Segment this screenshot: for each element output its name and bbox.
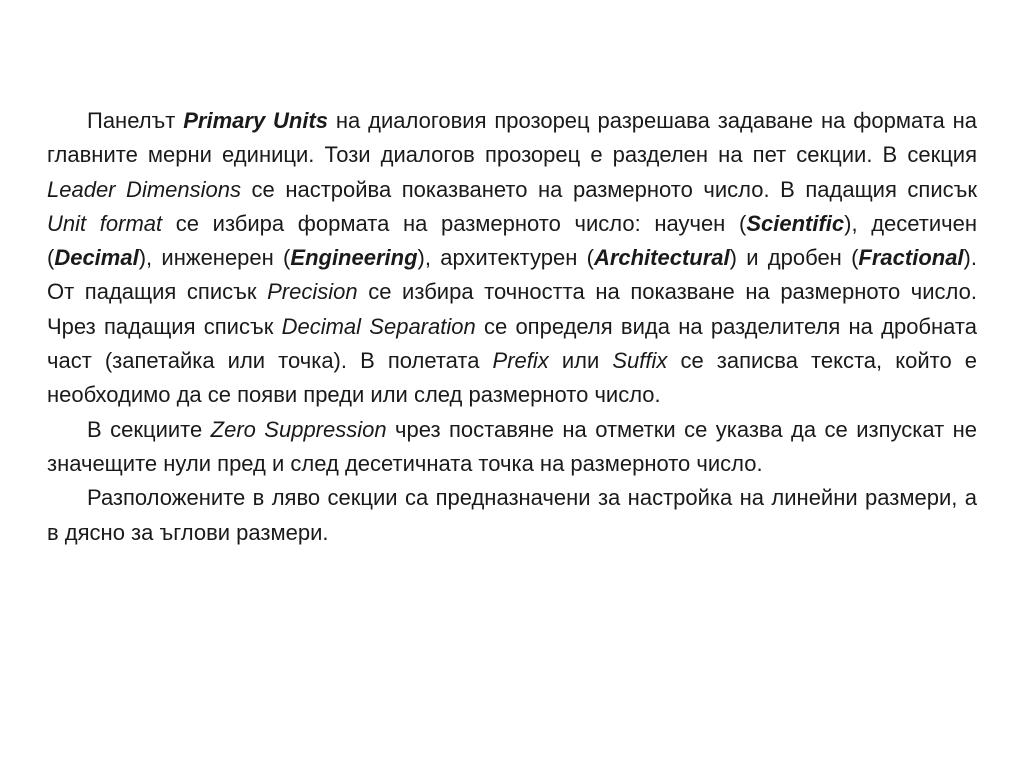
text-run: се настройва показването на размерното число. В падащия списък	[240, 176, 977, 202]
paragraph-primary-units	[47, 104, 977, 413]
term-suffix: Suffix	[612, 348, 668, 374]
term-zero-suppression: Zero Suppression	[210, 416, 387, 442]
term-architectural: Architectural	[593, 245, 730, 271]
paragraph-layout-sections	[47, 481, 977, 550]
text-run: Панелът	[87, 108, 184, 133]
text-run: Разположените в ляво секции са предназначени за настройка на линейни размери, а в дясно за ъглови размери.	[47, 485, 977, 545]
term-precision: Precision	[267, 279, 358, 305]
text-run: ). От падащия списък	[47, 245, 977, 305]
text-run: ), десетичен (	[47, 210, 978, 271]
text-run: ), архитектурен (	[417, 245, 594, 271]
term-decimal: Decimal	[54, 245, 139, 271]
term-prefix: Prefix	[492, 348, 549, 374]
text-run: ), инженерен (	[138, 245, 291, 271]
paragraph-zero-suppression	[47, 413, 977, 482]
term-decimal-separation: Decimal Separation	[281, 313, 476, 339]
text-run: се записва текста, който е необходимо да се появи преди или след размерното число.	[47, 348, 977, 408]
text-run: ) и дробен (	[729, 245, 859, 271]
text-run: на диалоговия прозорец разрешава задаване на формата на главните мерни единици. Този диалогов прозорец е разделен на пет секции. В секция	[47, 108, 978, 168]
term-unit-format: Unit format	[47, 210, 163, 236]
text-run: В секциите	[87, 416, 211, 442]
text-run: чрез поставяне на отметки се указва да се изпускат не значещите нули пред и след десетичната точка на размерното число.	[47, 416, 977, 476]
term-leader-dimensions: Leader Dimensions	[47, 176, 241, 202]
term-fractional: Fractional	[858, 245, 964, 271]
term-primary-units: Primary Units	[183, 108, 329, 133]
text-run: се избира точността на показване на размерното число. Чрез падащия списък	[47, 279, 977, 339]
text-run: се избира формата на размерното число: научен (	[162, 210, 747, 236]
text-run: се определя вида на разделителя на дробната част (запетайка или точка). В полетата	[47, 313, 977, 374]
term-engineering: Engineering	[290, 245, 418, 271]
term-scientific: Scientific	[746, 210, 845, 236]
slide-text-body	[47, 104, 977, 550]
text-run: или	[548, 348, 613, 374]
